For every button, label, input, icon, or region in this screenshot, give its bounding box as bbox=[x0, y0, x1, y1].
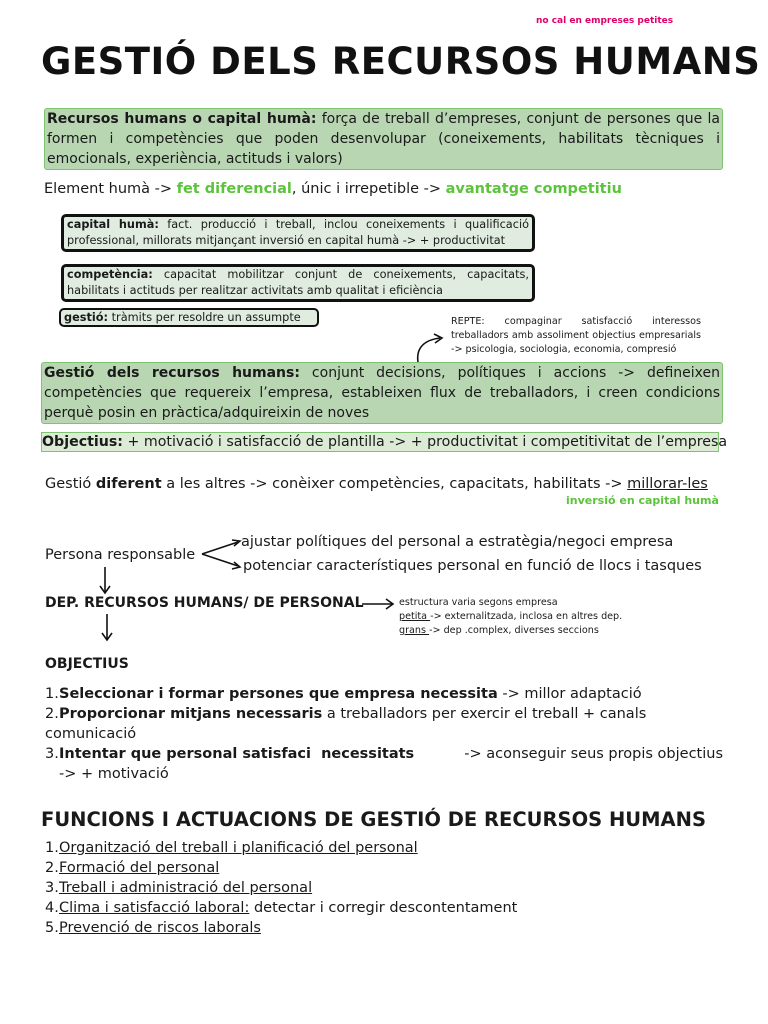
item-underlined: Clima i satisfacció laboral: bbox=[59, 900, 250, 916]
item-rest-continued: -> + motivació bbox=[59, 766, 169, 782]
item-rest: -> millor adaptació bbox=[497, 686, 642, 702]
definition-term: Recursos humans o capital humà: bbox=[47, 111, 317, 127]
inversio-note: inversió en capital humà bbox=[566, 494, 719, 507]
item-number: 3. bbox=[45, 880, 59, 896]
list-item bbox=[45, 684, 723, 704]
list-item bbox=[45, 744, 723, 784]
note-small-companies: no cal en empreses petites bbox=[536, 16, 674, 26]
box-term: gestió: bbox=[64, 311, 109, 324]
box-text: tràmits per resoldre un assumpte bbox=[108, 311, 301, 324]
branch-ajustar: ajustar polítiques del personal a estratègia/negoci empresa bbox=[241, 534, 674, 550]
bold-diferent: diferent bbox=[95, 476, 162, 492]
item-number: 4. bbox=[45, 900, 59, 916]
dep-note-3 bbox=[399, 624, 622, 638]
box-term: competència: bbox=[67, 268, 153, 281]
down-arrow-icon bbox=[97, 565, 113, 595]
dep-notes bbox=[399, 596, 622, 638]
definition-gestio-rrhh bbox=[41, 362, 723, 424]
line-part: Gestió bbox=[45, 476, 96, 492]
note-petita: petita bbox=[399, 611, 431, 622]
down-arrow-icon bbox=[99, 612, 115, 642]
item-underlined: Formació del personal bbox=[59, 860, 220, 876]
dep-rrhh-label: DEP. RECURSOS HUMANS/ DE PERSONAL bbox=[45, 595, 364, 611]
box-text: capacitat mobilitzar conjunt de coneixements, capacitats, habilitats i actituds per realitzar activitats amb qualitat i eficiència bbox=[67, 268, 529, 297]
funcions-heading: FUNCIONS I ACTUACIONS DE GESTIÓ DE RECURSOS HUMANS bbox=[41, 808, 706, 831]
note-grans: grans bbox=[399, 625, 430, 636]
box-competencia bbox=[61, 264, 535, 302]
dep-note-1: estructura varia segons empresa bbox=[399, 597, 558, 608]
page-title: GESTIÓ DELS RECURSOS HUMANS bbox=[41, 40, 761, 83]
highlight-avantatge: avantatge competitiu bbox=[445, 181, 622, 197]
objectius-text: + motivació i satisfacció de plantilla -> + productivitat i competitivitat de l’empresa bbox=[122, 434, 728, 450]
note-text: -> dep .complex, diverses seccions bbox=[429, 625, 599, 636]
note-text: -> externalitzada, inclosa en altres dep. bbox=[430, 611, 623, 622]
item-underlined: Organització del treball i planificació del personal bbox=[59, 840, 418, 856]
objectius-list bbox=[45, 684, 723, 784]
underlined-millorar: millorar-les bbox=[627, 476, 708, 492]
box-term: capital humà: bbox=[67, 218, 159, 231]
highlight-fet-diferencial: fet diferencial bbox=[176, 181, 292, 197]
repte-note: REPTE: compaginar satisfacció interessos treballadors amb assoliment objectius empresarials -> psicologia, sociologia, economia, compresió bbox=[451, 316, 701, 355]
item-number: 5. bbox=[45, 920, 59, 936]
right-arrow-icon bbox=[360, 596, 396, 612]
item-number: 3. bbox=[45, 746, 59, 762]
list-item bbox=[45, 838, 517, 858]
item-rest: a treballadors per exercir el treball + canals comunicació bbox=[45, 706, 647, 742]
item-underlined: Treball i administració del personal bbox=[59, 880, 313, 896]
definition-text: força de treball d’empreses, conjunt de persones que la formen i competències que poden desenvolupar (coneixements, habilitats tècniques i emocionals, experiència, actituds i valors) bbox=[47, 111, 720, 167]
item-number: 2. bbox=[45, 706, 59, 722]
item-number: 1. bbox=[45, 840, 59, 856]
item-bold: Intentar que personal satisfaci necessitats bbox=[59, 746, 415, 762]
definition-term: Gestió dels recursos humans: bbox=[44, 365, 300, 381]
curved-arrow-icon bbox=[410, 330, 450, 364]
list-item bbox=[45, 704, 723, 744]
line-part: a les altres -> conèixer competències, capacitats, habilitats -> bbox=[161, 476, 628, 492]
objectius-heading: OBJECTIUS bbox=[45, 656, 129, 672]
box-gestio bbox=[59, 308, 319, 327]
funcions-list bbox=[45, 838, 517, 938]
list-item bbox=[45, 898, 517, 918]
item-number: 1. bbox=[45, 686, 59, 702]
box-text: fact. producció i treball, inclou coneixements i qualificació professional, millorats mitjançant inversió en capital humà -> + productivitat bbox=[67, 218, 529, 247]
item-number: 2. bbox=[45, 860, 59, 876]
objectius-term: Objectius: bbox=[42, 434, 123, 450]
item-bold: Proporcionar mitjans necessaris bbox=[59, 706, 323, 722]
persona-responsable: Persona responsable bbox=[45, 547, 196, 563]
list-item bbox=[45, 878, 517, 898]
element-huma-line bbox=[44, 181, 622, 197]
list-item bbox=[45, 918, 517, 938]
item-rest: detectar i corregir descontentament bbox=[249, 900, 518, 916]
branch-potenciar: potenciar característiques personal en funció de llocs i tasques bbox=[243, 558, 702, 574]
item-bold: Seleccionar i formar persones que empresa necessita bbox=[59, 686, 498, 702]
definition-text: conjunt decisions, polítiques i accions -> defineixen competències que requereix l’empresa, estableixen flux de treballadors, i creen condicions perquè posin en pràctica/adquireixin de noves bbox=[44, 365, 721, 421]
branch-arrows-icon bbox=[198, 534, 244, 576]
item-underlined: Prevenció de riscos laborals bbox=[59, 920, 261, 936]
box-capital-huma bbox=[61, 214, 535, 252]
objectius-box bbox=[41, 432, 728, 452]
item-rest: -> aconseguir seus propis objectius bbox=[459, 746, 723, 762]
definition-capital-huma bbox=[44, 108, 723, 170]
gestio-diferent-line bbox=[45, 476, 708, 492]
line-part: , únic i irrepetible -> bbox=[291, 181, 446, 197]
list-item bbox=[45, 858, 517, 878]
dep-note-2 bbox=[399, 610, 622, 624]
line-part: Element humà -> bbox=[44, 181, 177, 197]
